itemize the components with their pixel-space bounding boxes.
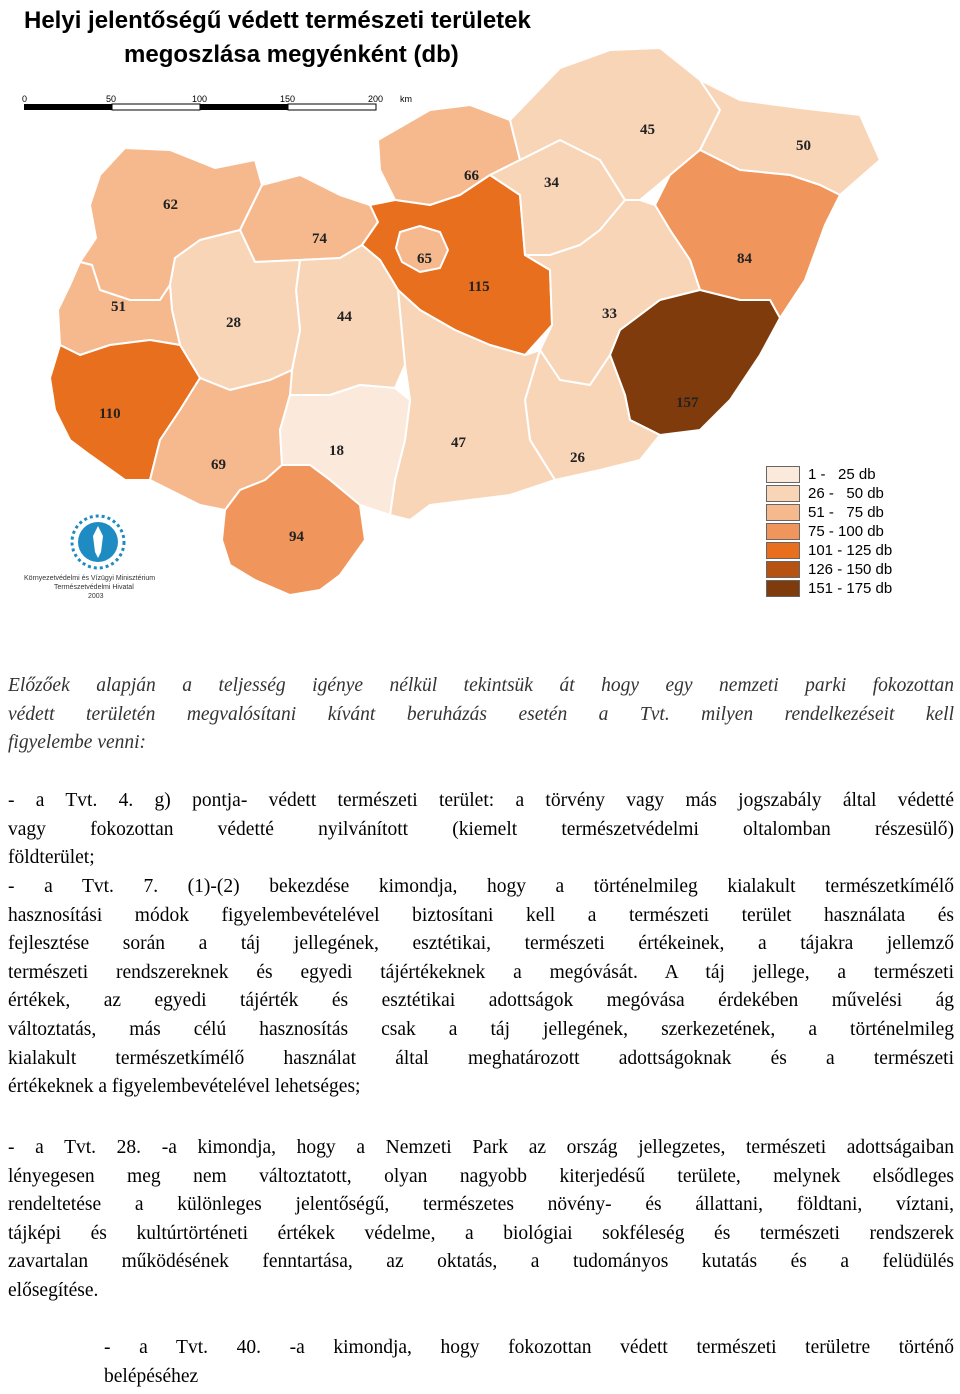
paragraph-line: - a Tvt. 28. -a kimondja, hogy a Nemzeti Park az ország jellegzetes, természeti adottságaiban — [8, 1137, 954, 1158]
paragraph-line: kialakult természetkímélő használat által meghatározott adottságoknak és a természeti — [8, 1047, 954, 1069]
scale-tick-200: 200 — [368, 94, 384, 104]
county-value-somogy: 69 — [211, 457, 226, 473]
legend-label: 151 - 175 db — [808, 580, 893, 597]
paragraph-line: belépéséhez — [104, 1365, 199, 1387]
paragraph-line: - a Tvt. 4. g) pontja- védett természeti terület: a törvény vagy más jogszabály által védetté — [8, 790, 954, 811]
legend-item — [766, 503, 892, 522]
county-value-zala: 110 — [99, 406, 121, 422]
county-value-baranya: 94 — [289, 529, 304, 545]
paragraph-line: elősegítése. — [8, 1279, 99, 1301]
county-value-heves: 34 — [544, 175, 559, 191]
county-value-pest-n: 65 — [417, 251, 432, 267]
intro-line: figyelembe venni: — [8, 732, 147, 754]
legend-label: 1 - 25 db — [808, 466, 876, 483]
paragraph-tvt-4 — [8, 787, 954, 873]
paragraph-tvt-40 — [104, 1334, 954, 1391]
paragraph-line: hasznosítási módok figyelembevételével biztosítani kell a természeti terület használata és — [8, 904, 954, 926]
scale-tick-150: 150 — [280, 94, 296, 104]
county-value-vas: 51 — [111, 299, 126, 315]
legend-item — [766, 560, 892, 579]
ministry-credit — [24, 574, 155, 601]
paragraph-line: lényegesen meg nem változtatott, olyan nagyobb kiterjedésű területe, melynek elsődleges — [8, 1165, 954, 1187]
paragraph-line: - a Tvt. 40. -a kimondja, hogy fokozottan védett természeti területre történő — [104, 1337, 954, 1358]
county-value-hajdu: 84 — [737, 251, 752, 267]
legend-swatch — [766, 485, 800, 502]
paragraph-line: változtatás, más célú hasznosítás csak a táj jellegének, szerkezetének, a történelmileg — [8, 1018, 954, 1040]
county-value-bekes: 157 — [676, 395, 699, 411]
legend-swatch — [766, 523, 800, 540]
legend-swatch — [766, 542, 800, 559]
ministry-name: Környezetvédelmi és Vízügyi Minisztérium — [24, 575, 156, 582]
intro-line: védett területén megvalósítani kívánt beruházás esetén a Tvt. milyen rendelkezéseit kell — [8, 703, 954, 725]
county-value-veszprem: 28 — [226, 315, 241, 331]
county-value-komarom: 74 — [312, 231, 327, 247]
paragraph-line: fejlesztése során a táj jellegének, esztétikai, természeti értékeinek, a tájakra jellemző — [8, 933, 954, 955]
legend-label: 126 - 150 db — [808, 561, 893, 578]
paragraph-line: földterület; — [8, 847, 95, 869]
intro-paragraph — [8, 672, 954, 758]
scale-tick-0: 0 — [22, 94, 28, 104]
legend-item — [766, 579, 892, 598]
county-value-pest: 115 — [468, 279, 490, 295]
paragraph-line: természeti rendszereknek és egyedi tájértékeknek a megóvását. A táj jellege, a természeti — [8, 961, 954, 983]
map-title-line2: megoszlása megyénként (db) — [124, 41, 459, 68]
legend-label: 101 - 125 db — [808, 542, 893, 559]
county-value-gyor: 62 — [163, 197, 178, 213]
paragraph-tvt-7 — [8, 873, 954, 1102]
legend-swatch — [766, 466, 800, 483]
ministry-office: Természetvédelmi Hivatal — [54, 584, 134, 591]
county-value-jasz: 33 — [602, 306, 617, 322]
scale-tick-50: 50 — [106, 94, 117, 104]
legend-item — [766, 465, 892, 484]
ministry-year: 2003 — [88, 593, 104, 600]
legend-label: 75 - 100 db — [808, 523, 884, 540]
legend-item — [766, 522, 892, 541]
paragraph-line: - a Tvt. 7. (1)-(2) bekezdése kimondja, hogy a történelmileg kialakult természetkímélő — [8, 876, 954, 897]
map-legend — [766, 465, 892, 598]
county-value-fejer: 44 — [337, 309, 352, 325]
ministry-logo-icon — [70, 514, 126, 575]
paragraph-line: zavartalan működésének fenntartása, az oktatás, a tudományos kutatás és a felüdülés — [8, 1251, 954, 1273]
legend-swatch — [766, 561, 800, 578]
scale-tick-100: 100 — [192, 94, 208, 104]
legend-item — [766, 484, 892, 503]
county-value-borsod: 45 — [640, 122, 655, 138]
county-value-tolna: 18 — [329, 443, 344, 459]
legend-item — [766, 541, 892, 560]
paragraph-line: vagy fokozottan védetté nyilvánított (kiemelt természetvédelmi oltalomban részesülő) — [8, 818, 954, 840]
paragraph-line: rendeltetése a különleges jelentőségű, természetes növény- és állattani, földtani, víztani, — [8, 1194, 954, 1216]
legend-swatch — [766, 504, 800, 521]
legend-swatch — [766, 580, 800, 597]
county-value-csongrad: 26 — [570, 450, 585, 466]
map-title-line1: Helyi jelentőségű védett természeti területek — [24, 7, 531, 34]
scale-unit: km — [400, 94, 412, 104]
county-value-nograd: 66 — [464, 168, 479, 184]
intro-line: Előzőek alapján a teljesség igénye nélkül tekintsük át hogy egy nemzeti parki fokozottan — [8, 675, 954, 696]
paragraph-line: tájképi és kultúrtörténeti értékek védelme, a biológiai sokféleség és természeti rendszerek — [8, 1222, 954, 1244]
legend-label: 26 - 50 db — [808, 485, 884, 502]
scale-bar — [22, 94, 412, 110]
county-map-figure — [0, 0, 960, 620]
paragraph-line: értékeknek a figyelembevételével lehetséges; — [8, 1076, 361, 1098]
paragraph-tvt-28 — [8, 1134, 954, 1306]
legend-label: 51 - 75 db — [808, 504, 884, 521]
county-value-szabolcs: 50 — [796, 138, 811, 154]
county-value-bacs: 47 — [451, 435, 466, 451]
paragraph-line: értékek, az egyedi tájérték és esztétikai adottságok megóvása érdekében művelési ág — [8, 990, 954, 1012]
